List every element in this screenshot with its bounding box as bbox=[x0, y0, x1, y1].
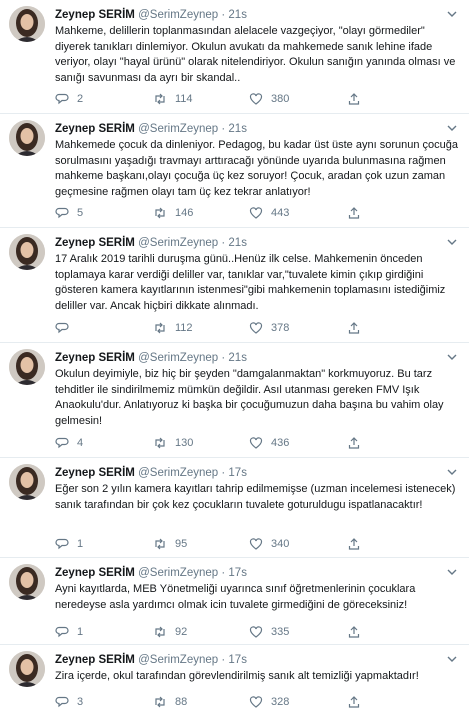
chevron-down-icon[interactable] bbox=[445, 350, 459, 364]
author-name[interactable]: Zeynep SERİM bbox=[55, 123, 135, 135]
author-handle[interactable]: @SerimZeynep bbox=[138, 123, 219, 135]
retweet-button[interactable] bbox=[153, 625, 187, 639]
author-name[interactable]: Zeynep SERİM bbox=[55, 9, 135, 21]
share-icon bbox=[347, 92, 361, 106]
retweet-count: 88 bbox=[175, 696, 188, 708]
retweet-icon bbox=[153, 695, 167, 709]
author-handle[interactable]: @SerimZeynep bbox=[138, 467, 219, 479]
reply-icon bbox=[55, 206, 69, 220]
heart-icon bbox=[249, 436, 263, 450]
tweet[interactable] bbox=[0, 458, 469, 558]
tweet-time[interactable]: 21s bbox=[228, 352, 247, 364]
tweet-actions bbox=[55, 321, 455, 337]
like-count: 378 bbox=[271, 322, 290, 334]
reply-button[interactable] bbox=[55, 436, 83, 450]
share-button[interactable] bbox=[347, 206, 369, 220]
separator: · bbox=[221, 567, 226, 579]
share-icon bbox=[347, 436, 361, 450]
share-button[interactable] bbox=[347, 321, 369, 335]
share-button[interactable] bbox=[347, 695, 369, 709]
like-count: 380 bbox=[271, 93, 290, 105]
retweet-icon bbox=[153, 436, 167, 450]
tweet-text: 17 Aralık 2019 tarihli duruşma günü..Henüz ilk celse. Mahkemenin önceden toplamaya karar verdiği deliller var, tanıklar var,"tuvalete kimin çıkıp girdiğini gösteren kamera kayıtlarının istenmesi"gibi mahkemenin toplamasını istediğimiz deliller var. Ancak hiçbiri dikkate alınmadı. bbox=[55, 253, 446, 312]
tweet-header bbox=[55, 466, 247, 480]
tweet-text: Eğer son 2 yılın kamera kayıtları tahrip edilmemişse (uzman incelemesi istenecek) sanık tarafından bir çok kez çocukların tuvalete goturuldugu ispatlanacaktır! bbox=[55, 483, 456, 511]
avatar[interactable] bbox=[9, 120, 45, 156]
retweet-count: 114 bbox=[175, 93, 193, 105]
reply-icon bbox=[55, 321, 69, 335]
tweet[interactable] bbox=[0, 343, 469, 458]
tweet[interactable] bbox=[0, 558, 469, 645]
tweet-actions bbox=[55, 206, 455, 222]
chevron-down-icon[interactable] bbox=[445, 565, 459, 579]
tweet-actions bbox=[55, 537, 455, 553]
heart-icon bbox=[249, 695, 263, 709]
retweet-icon bbox=[153, 321, 167, 335]
reply-count: 1 bbox=[77, 538, 84, 550]
tweet-header bbox=[55, 236, 247, 250]
author-handle[interactable]: @SerimZeynep bbox=[138, 9, 219, 21]
retweet-count: 95 bbox=[175, 538, 188, 550]
tweet-text: Mahkeme, delillerin toplanmasından alelacele vazgeçiyor, "olayı görmediler" diyerek tanıkları dinlemiyor. Okulun avukatı da mahkemede sanık lehine ifade veriyor, olayı "hayal ürünü" olarak nitelendiriyor. Okulun sanığın yanında olması ve sanığı savunması da ayrı bir skandal.. bbox=[55, 25, 456, 84]
avatar[interactable] bbox=[9, 349, 45, 385]
share-icon bbox=[347, 206, 361, 220]
tweet[interactable] bbox=[0, 228, 469, 343]
retweet-icon bbox=[153, 92, 167, 106]
like-button[interactable] bbox=[249, 206, 289, 220]
tweet-time[interactable]: 21s bbox=[228, 237, 247, 249]
author-handle[interactable]: @SerimZeynep bbox=[138, 654, 219, 666]
reply-button[interactable] bbox=[55, 206, 83, 220]
chevron-down-icon[interactable] bbox=[445, 652, 459, 666]
separator: · bbox=[221, 352, 226, 364]
like-button[interactable] bbox=[249, 625, 289, 639]
author-name[interactable]: Zeynep SERİM bbox=[55, 567, 135, 579]
retweet-button[interactable] bbox=[153, 537, 187, 551]
share-icon bbox=[347, 625, 361, 639]
heart-icon bbox=[249, 92, 263, 106]
heart-icon bbox=[249, 321, 263, 335]
avatar[interactable] bbox=[9, 651, 45, 687]
chevron-down-icon[interactable] bbox=[445, 121, 459, 135]
share-icon bbox=[347, 695, 361, 709]
reply-count: 2 bbox=[77, 93, 84, 105]
like-button[interactable] bbox=[249, 537, 289, 551]
separator: · bbox=[221, 9, 226, 21]
tweet-actions bbox=[55, 92, 455, 108]
retweet-button[interactable] bbox=[153, 92, 193, 106]
reply-count: 3 bbox=[77, 696, 84, 708]
retweet-count: 112 bbox=[175, 322, 193, 334]
author-handle[interactable]: @SerimZeynep bbox=[138, 237, 219, 249]
like-button[interactable] bbox=[249, 695, 289, 709]
tweet-text: Okulun deyimiyle, biz hiç bir şeyden "damgalanmaktan" korkmuyoruz. Bu tarz tehditler ile sindirilmemiz mümkün değildir. Asıl utanması gereken FMV Işık Anaokulu'dur. Anlatıyoruz ki başka bir çocuğumuzun daha başına bu vahim olay gelmesin! bbox=[55, 368, 444, 427]
avatar[interactable] bbox=[9, 564, 45, 600]
like-count: 340 bbox=[271, 538, 290, 550]
author-name[interactable]: Zeynep SERİM bbox=[55, 654, 135, 666]
reply-icon bbox=[55, 695, 69, 709]
reply-count: 1 bbox=[77, 626, 84, 638]
like-count: 335 bbox=[271, 626, 290, 638]
heart-icon bbox=[249, 206, 263, 220]
separator: · bbox=[221, 467, 226, 479]
retweet-count: 146 bbox=[175, 207, 194, 219]
tweet-header bbox=[55, 351, 247, 365]
retweet-icon bbox=[153, 206, 167, 220]
reply-icon bbox=[55, 537, 69, 551]
tweet-actions bbox=[55, 695, 455, 711]
like-button[interactable] bbox=[249, 321, 289, 335]
share-icon bbox=[347, 537, 361, 551]
author-handle[interactable]: @SerimZeynep bbox=[138, 567, 219, 579]
tweet-actions bbox=[55, 625, 455, 641]
heart-icon bbox=[249, 625, 263, 639]
tweet[interactable] bbox=[0, 0, 469, 114]
reply-count: 4 bbox=[77, 437, 84, 449]
reply-button[interactable] bbox=[55, 321, 77, 335]
reply-button[interactable] bbox=[55, 625, 83, 639]
tweet-text: Ayni kayıtlarda, MEB Yönetmeliği uyarınca sınıf öğretmenlerinin çocuklara neredeyse asla yardımcı olmak icin tuvalete girmediğini de göreceksiniz! bbox=[55, 583, 416, 611]
retweet-count: 92 bbox=[175, 626, 188, 638]
avatar[interactable] bbox=[9, 234, 45, 270]
reply-button[interactable] bbox=[55, 537, 83, 551]
share-button[interactable] bbox=[347, 625, 369, 639]
reply-icon bbox=[55, 92, 69, 106]
tweet-time[interactable]: 17s bbox=[228, 654, 247, 666]
tweet-time[interactable]: 21s bbox=[228, 123, 247, 135]
retweet-icon bbox=[153, 625, 167, 639]
retweet-icon bbox=[153, 537, 167, 551]
reply-button[interactable] bbox=[55, 695, 83, 709]
tweet-time[interactable]: 17s bbox=[228, 467, 247, 479]
like-button[interactable] bbox=[249, 436, 289, 450]
tweet[interactable] bbox=[0, 114, 469, 228]
like-button[interactable] bbox=[249, 92, 289, 106]
tweet-time[interactable]: 21s bbox=[228, 9, 247, 21]
like-count: 328 bbox=[271, 696, 290, 708]
tweet-actions bbox=[55, 436, 455, 452]
avatar[interactable] bbox=[9, 464, 45, 500]
retweet-button[interactable] bbox=[153, 436, 193, 450]
reply-icon bbox=[55, 625, 69, 639]
chevron-down-icon[interactable] bbox=[445, 465, 459, 479]
separator: · bbox=[221, 123, 226, 135]
retweet-button[interactable] bbox=[153, 695, 187, 709]
share-icon bbox=[347, 321, 361, 335]
avatar[interactable] bbox=[9, 6, 45, 42]
separator: · bbox=[221, 237, 226, 249]
share-button[interactable] bbox=[347, 436, 369, 450]
tweet-text: Zira içerde, okul tarafından görevlendirilmiş sanık alt temizliği yapmaktadır! bbox=[55, 670, 419, 682]
reply-button[interactable] bbox=[55, 92, 83, 106]
share-button[interactable] bbox=[347, 92, 369, 106]
reply-icon bbox=[55, 436, 69, 450]
retweet-count: 130 bbox=[175, 437, 194, 449]
share-button[interactable] bbox=[347, 537, 369, 551]
reply-count: 5 bbox=[77, 207, 84, 219]
author-name[interactable]: Zeynep SERİM bbox=[55, 352, 135, 364]
tweet-header bbox=[55, 122, 247, 136]
retweet-button[interactable] bbox=[153, 321, 193, 335]
like-count: 436 bbox=[271, 437, 290, 449]
author-name[interactable]: Zeynep SERİM bbox=[55, 467, 135, 479]
tweet[interactable] bbox=[0, 645, 469, 717]
tweet-header bbox=[55, 8, 247, 22]
tweet-text: Mahkemede çocuk da dinleniyor. Pedagog, bu kadar üst üste aynı sorunun çocuğa sorulmasını yaşadığı travmayı arttıracağı yönünde uyarıda bulunmasına rağmen mahkeme başkanı,olayı çocuğa üç kez soruyor! Çocuk, aradan çok uzun zaman geçmesine rağmen olayı tam üç kez tekrar anlatıyor! bbox=[55, 139, 458, 198]
tweet-header bbox=[55, 566, 247, 580]
tweet-time[interactable]: 17s bbox=[228, 567, 247, 579]
retweet-button[interactable] bbox=[153, 206, 193, 220]
author-name[interactable]: Zeynep SERİM bbox=[55, 237, 135, 249]
tweet-header bbox=[55, 653, 247, 667]
author-handle[interactable]: @SerimZeynep bbox=[138, 352, 219, 364]
like-count: 443 bbox=[271, 207, 290, 219]
chevron-down-icon[interactable] bbox=[445, 7, 459, 21]
heart-icon bbox=[249, 537, 263, 551]
separator: · bbox=[221, 654, 226, 666]
chevron-down-icon[interactable] bbox=[445, 235, 459, 249]
